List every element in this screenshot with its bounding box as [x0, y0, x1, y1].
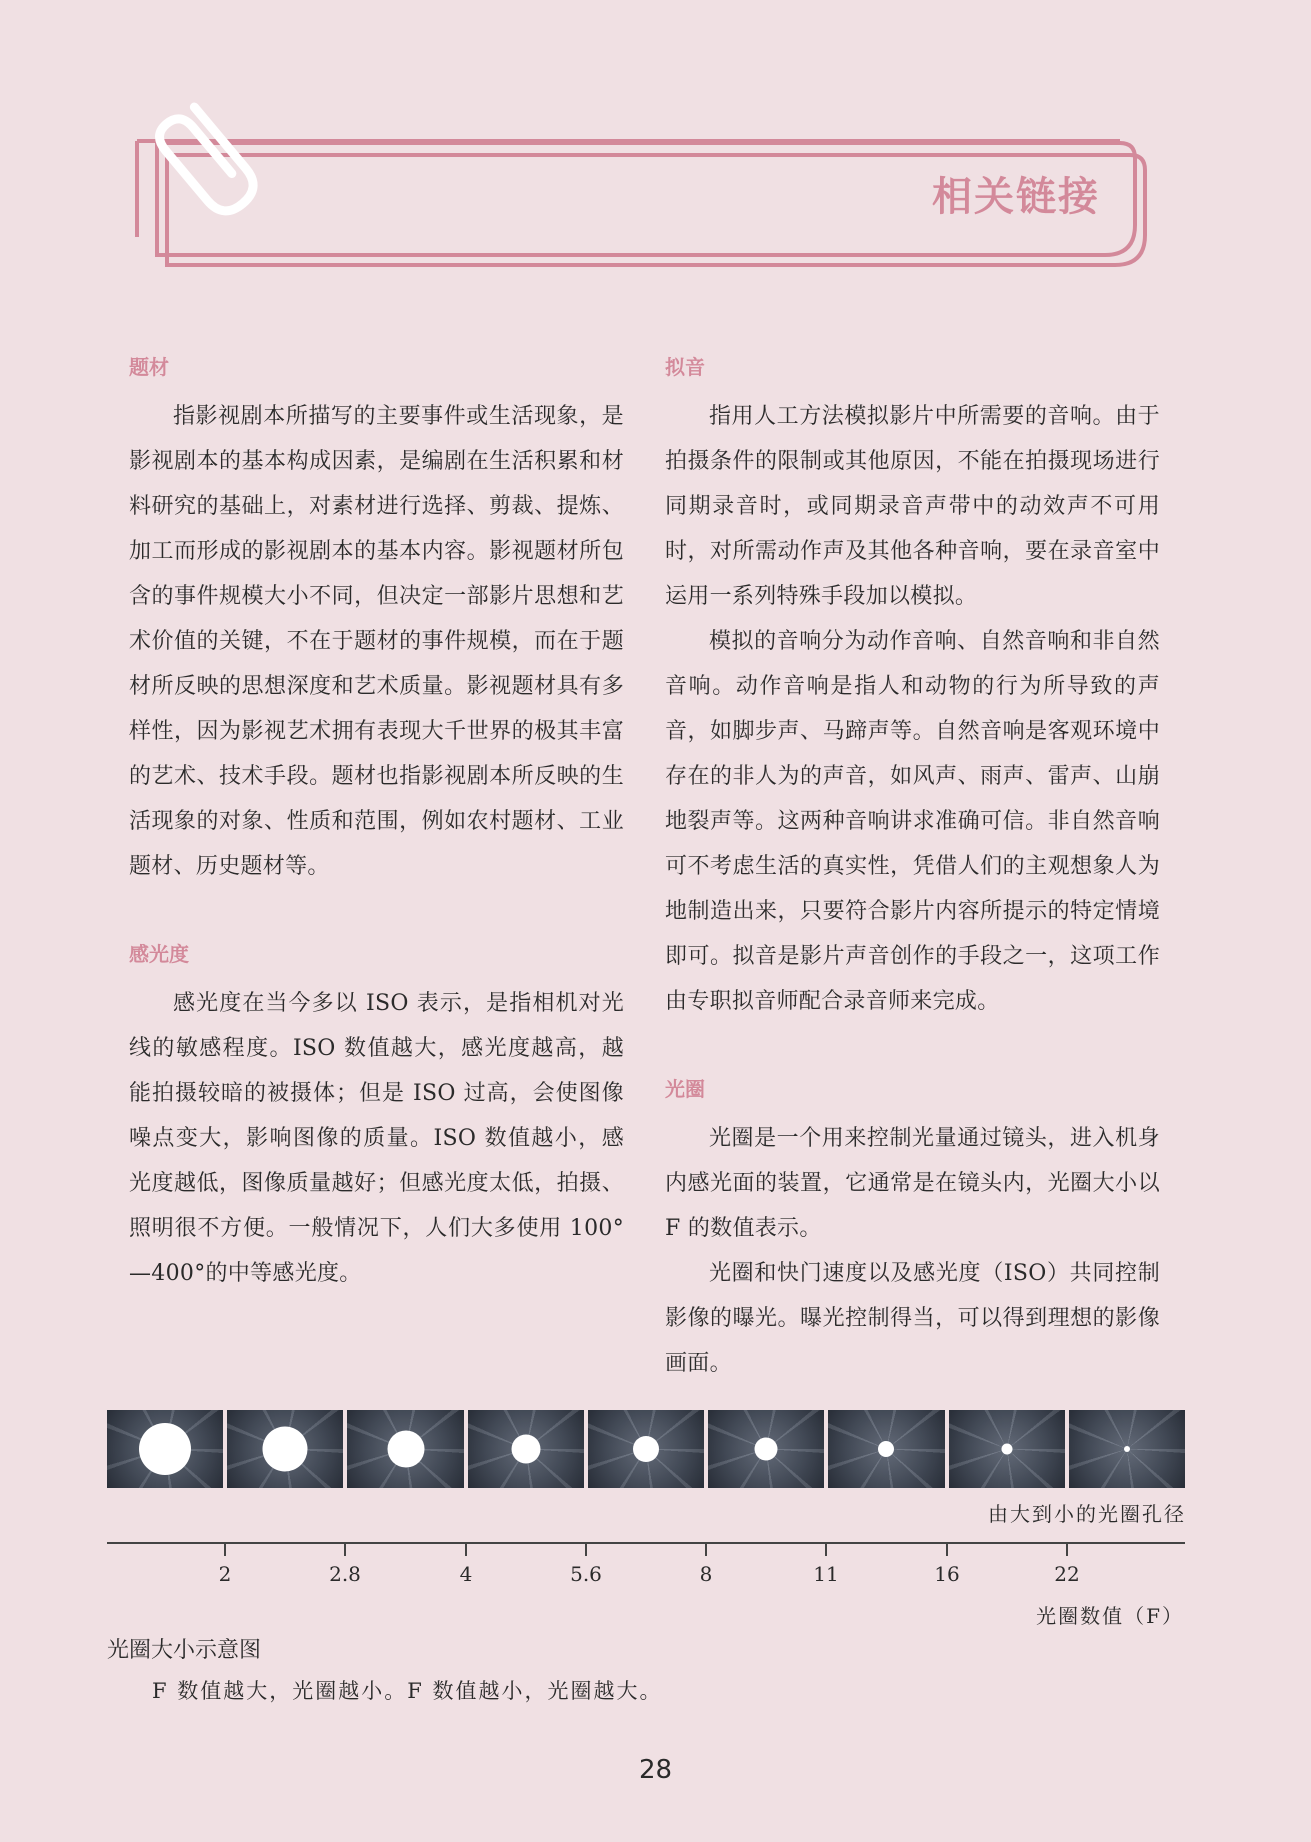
paragraph: 光圈是一个用来控制光量通过镜头，进入机身内感光面的装置，它通常是在镜头内，光圈大小以 F 的数值表示。 [665, 1126, 1160, 1241]
aperture-opening [878, 1441, 894, 1457]
aperture-cell [107, 1410, 223, 1488]
figure-description: F 数值越大，光圈越小。F 数值越小，光圈越大。 [152, 1679, 663, 1703]
scale-tick [224, 1542, 226, 1556]
aperture-cell [828, 1410, 944, 1488]
aperture-strip [107, 1410, 1185, 1488]
aperture-opening [139, 1423, 191, 1475]
section-title: 题材 [129, 355, 169, 379]
aperture-opening [511, 1435, 540, 1464]
scale-tick [1066, 1542, 1068, 1556]
aperture-cell [227, 1410, 343, 1488]
aperture-opening [387, 1431, 424, 1468]
scale-tick-label: 2.8 [329, 1562, 361, 1586]
section-iso [129, 935, 624, 1296]
scale-tick-label: 16 [934, 1562, 960, 1586]
scale-tick-label: 8 [699, 1562, 713, 1586]
scale-axis-line [107, 1542, 1185, 1544]
paragraph: 模拟的音响分为动作音响、自然音响和非自然音响。动作音响是指人和动物的行为所导致的声音，如脚步声、马蹄声等。自然音响是客观环境中存在的非人为的声音，如风声、雨声、雷声、山崩地裂声等。这两种音响讲求准确可信。非自然音响可不考虑生活的真实性，凭借人们的主观想象人为地制造出来，只要符合影片内容所提示的特定情境即可。拟音是影片声音创作的手段之一，这项工作由专职拟音师配合录音师来完成。 [665, 629, 1160, 1014]
left-column [129, 348, 624, 1342]
scale-tick-label: 2 [218, 1562, 232, 1586]
right-column [665, 348, 1160, 1432]
paperclip-icon [150, 85, 280, 225]
aperture-cell [588, 1410, 704, 1488]
scale-tick-label: 4 [459, 1562, 473, 1586]
scale-tick [825, 1542, 827, 1556]
banner-title: 相关链接 [932, 174, 1100, 220]
section-banner [130, 85, 1160, 275]
scale-tick-label: 11 [813, 1562, 839, 1586]
scale-tick [344, 1542, 346, 1556]
aperture-opening [1001, 1444, 1012, 1455]
f-number-scale [107, 1542, 1185, 1622]
scale-tick [946, 1542, 948, 1556]
section-title: 拟音 [665, 355, 705, 379]
aperture-cell [468, 1410, 584, 1488]
aperture-cell [708, 1410, 824, 1488]
scale-tick [585, 1542, 587, 1556]
aperture-opening [263, 1427, 308, 1472]
aperture-cell [1069, 1410, 1185, 1488]
figure-title: 光圈大小示意图 [107, 1638, 262, 1663]
aperture-opening [633, 1436, 659, 1462]
scale-tick [465, 1542, 467, 1556]
page-number: 28 [638, 1755, 673, 1785]
paragraph: 指影视剧本所描写的主要事件或生活现象，是影视剧本的基本构成因素，是编剧在生活积累和材料研究的基础上，对素材进行选择、剪裁、提炼、加工而形成的影视剧本的基本内容。影视题材所包含的事件规模大小不同，但决定一部影片思想和艺术价值的关键，不在于题材的事件规模，而在于题材所反映的思想深度和艺术质量。影视题材具有多样性，因为影视艺术拥有表现大千世界的极其丰富的艺术、技术手段。题材也指影视剧本所反映的生活现象的对象、性质和范围，例如农村题材、工业题材、历史题材等。 [129, 404, 624, 879]
aperture-cell [949, 1410, 1065, 1488]
paragraph: 感光度在当今多以 ISO 表示，是指相机对光线的敏感程度。ISO 数值越大，感光度越高，越能拍摄较暗的被摄体；但是 ISO 过高，会使图像噪点变大，影响图像的质量。ISO 数值越小，感光度越低，图像质量越好；但感光度太低，拍摄、照明很不方便。一般情况下，人们大多使用 100°—400°的中等感光度。 [129, 991, 624, 1286]
section-foley [665, 348, 1160, 1024]
section-title: 光圈 [665, 1077, 705, 1101]
scale-tick-label: 5.6 [570, 1562, 602, 1586]
scale-axis-title: 光圈数值（F） [1036, 1604, 1184, 1628]
section-subject-matter [129, 348, 624, 889]
strip-caption: 由大到小的光圈孔径 [988, 1502, 1186, 1526]
aperture-opening [1124, 1446, 1130, 1452]
aperture-opening [755, 1438, 778, 1461]
section-title: 感光度 [129, 942, 189, 966]
scale-tick-label: 22 [1054, 1562, 1080, 1586]
aperture-cell [347, 1410, 463, 1488]
paragraph: 光圈和快门速度以及感光度（ISO）共同控制影像的曝光。曝光控制得当，可以得到理想的影像画面。 [665, 1261, 1160, 1376]
paragraph: 指用人工方法模拟影片中所需要的音响。由于拍摄条件的限制或其他原因，不能在拍摄现场进行同期录音时，或同期录音声带中的动效声不可用时，对所需动作声及其他各种音响，要在录音室中运用一系列特殊手段加以模拟。 [665, 404, 1160, 609]
section-aperture [665, 1070, 1160, 1386]
scale-tick [705, 1542, 707, 1556]
